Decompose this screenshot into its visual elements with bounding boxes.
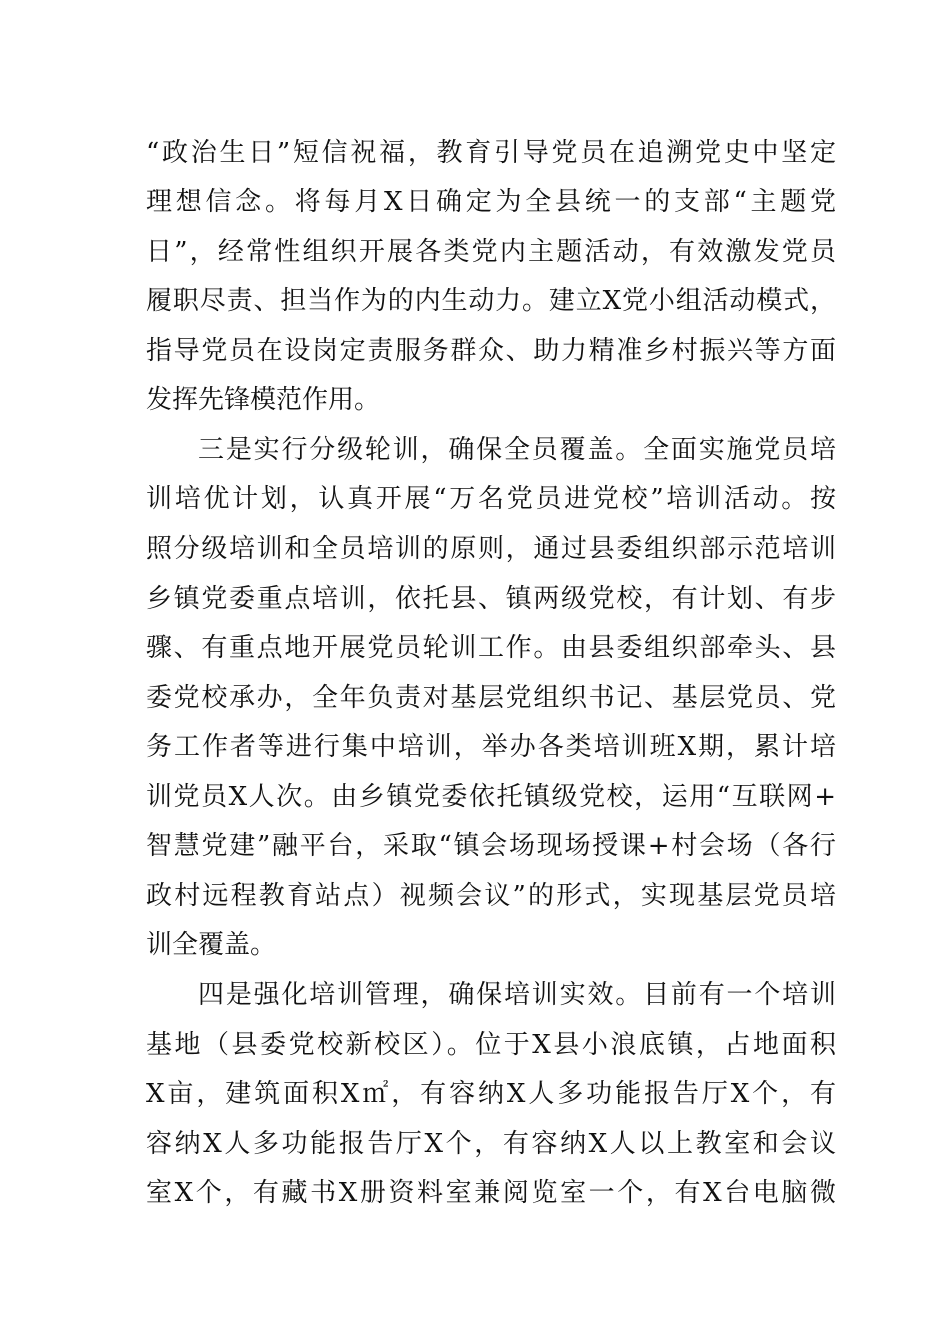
text-line: 训全覆盖。 — [146, 930, 277, 960]
text-line: 发挥先锋模范作用。 — [146, 385, 381, 415]
text-line: 基地（县委党校新校区）。位于X县小浪底镇，占地面积 — [146, 1030, 836, 1060]
text-line: 日”，经常性组织开展各类党内主题活动，有效激发党员 — [146, 237, 836, 267]
text-line: 委党校承办，全年负责对基层党组织书记、基层党员、党 — [146, 683, 836, 713]
text-line: 训培优计划，认真开展“万名党员进党校”培训活动。按 — [146, 484, 836, 514]
text-line: 智慧党建”融平台，采取“镇会场现场授课+村会场（各行 — [146, 831, 836, 861]
text-line: 政村远程教育站点）视频会议”的形式，实现基层党员培 — [146, 881, 836, 911]
text-line: 骤、有重点地开展党员轮训工作。由县委组织部牵头、县 — [146, 633, 836, 663]
text-line: 履职尽责、担当作为的内生动力。建立X党小组活动模式， — [146, 286, 836, 316]
text-line: 务工作者等进行集中培训，举办各类培训班X期，累计培 — [146, 732, 836, 762]
paragraph-first-line: 四是强化培训管理，确保培训实效。目前有一个培训 — [198, 980, 836, 1010]
text-line: “政治生日”短信祝福，教育引导党员在追溯党史中坚定 — [146, 138, 836, 168]
text-line: 室X个，有藏书X册资料室兼阅览室一个，有X台电脑微 — [146, 1178, 836, 1208]
text-line: 照分级培训和全员培训的原则，通过县委组织部示范培训 — [146, 534, 836, 564]
text-line: 指导党员在设岗定责服务群众、助力精准乡村振兴等方面 — [146, 336, 836, 366]
text-line: 训党员X人次。由乡镇党委依托镇级党校，运用“互联网+ — [146, 782, 836, 812]
text-line: 理想信念。将每月X日确定为全县统一的支部“主题党 — [146, 187, 836, 217]
text-line: 乡镇党委重点培训，依托县、镇两级党校，有计划、有步 — [146, 584, 836, 614]
paragraph-first-line: 三是实行分级轮训，确保全员覆盖。全面实施党员培 — [198, 435, 836, 465]
text-line: X亩，建筑面积X㎡，有容纳X人多功能报告厅X个，有 — [146, 1079, 836, 1109]
text-line: 容纳X人多功能报告厅X个，有容纳X人以上教室和会议 — [146, 1129, 836, 1159]
